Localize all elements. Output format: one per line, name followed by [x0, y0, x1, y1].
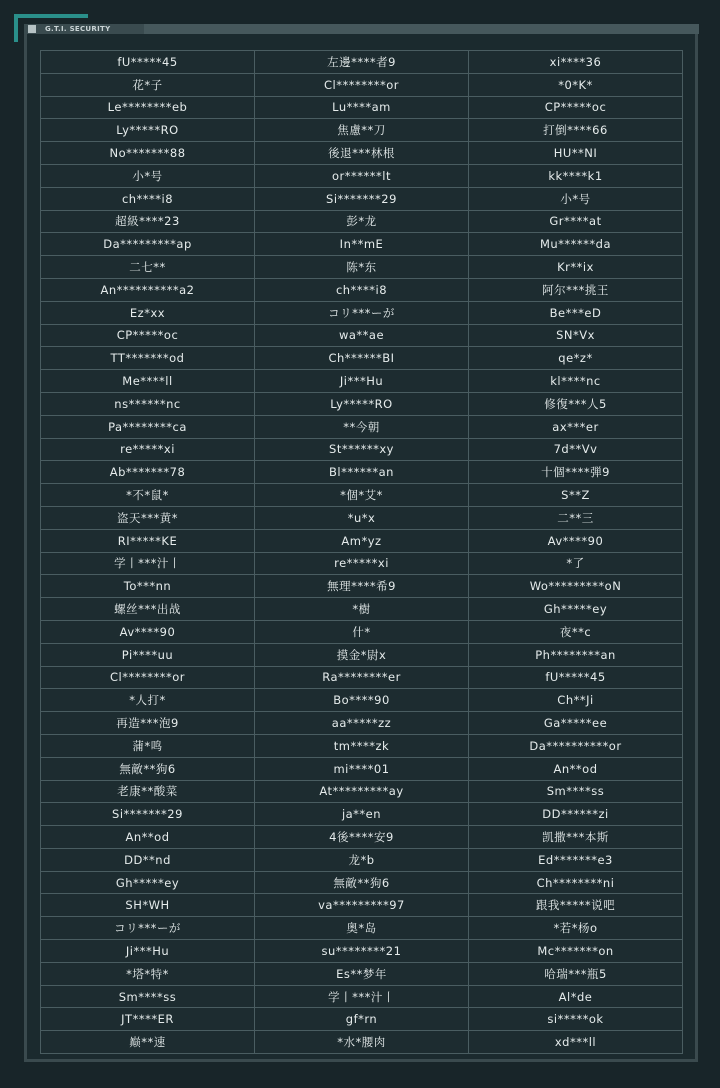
table-row	[41, 392, 683, 415]
name-cell: Da*********ap	[41, 233, 255, 256]
table-row	[41, 51, 683, 74]
name-cell: 再造***泡9	[41, 712, 255, 735]
table-row	[41, 347, 683, 370]
name-cell: aa*****zz	[255, 712, 469, 735]
name-cell: Mc*******on	[469, 940, 683, 963]
name-cell: *0*K*	[469, 73, 683, 96]
name-cell: Cl********or	[41, 666, 255, 689]
name-cell: 奥*岛	[255, 917, 469, 940]
table-row	[41, 712, 683, 735]
name-cell: 4後****安9	[255, 826, 469, 849]
table-row	[41, 734, 683, 757]
name-cell: 焦慮**刀	[255, 119, 469, 142]
name-cell: ja**en	[255, 803, 469, 826]
name-cell: 盗天***黄*	[41, 506, 255, 529]
table-row	[41, 803, 683, 826]
table-row	[41, 438, 683, 461]
name-cell: 打倒****66	[469, 119, 683, 142]
name-cell: CP*****oc	[469, 96, 683, 119]
table-row	[41, 757, 683, 780]
name-cell: Ab*******78	[41, 461, 255, 484]
name-cell: Da**********or	[469, 734, 683, 757]
name-cell: No*******88	[41, 142, 255, 165]
name-cell: コリ***ーが	[255, 301, 469, 324]
table-row	[41, 643, 683, 666]
table-row	[41, 96, 683, 119]
name-cell: Si*******29	[41, 803, 255, 826]
name-cell: 凯撒***本斯	[469, 826, 683, 849]
table-row	[41, 826, 683, 849]
name-cell: Gr****at	[469, 210, 683, 233]
name-cell: Gh*****ey	[41, 871, 255, 894]
name-cell: 無理****希9	[255, 575, 469, 598]
name-cell: Al*de	[469, 985, 683, 1008]
name-cell: Si*******29	[255, 187, 469, 210]
name-cell: 哈瑞***瓶5	[469, 962, 683, 985]
name-cell: 摸金*尉x	[255, 643, 469, 666]
name-cell: va*********97	[255, 894, 469, 917]
name-cell: Cl********or	[255, 73, 469, 96]
table-row	[41, 484, 683, 507]
name-cell: 無敵**狗6	[41, 757, 255, 780]
table-row	[41, 780, 683, 803]
name-cell: 螺丝***出战	[41, 598, 255, 621]
name-cell: 彭*龙	[255, 210, 469, 233]
name-cell: Bl******an	[255, 461, 469, 484]
name-cell: 什*	[255, 620, 469, 643]
table-row	[41, 689, 683, 712]
name-cell: *水*腰肉	[255, 1031, 469, 1054]
name-cell: 蒲*鸣	[41, 734, 255, 757]
name-cell: Sm****ss	[41, 985, 255, 1008]
name-cell: Ch**Ji	[469, 689, 683, 712]
name-cell: Wo*********oN	[469, 575, 683, 598]
table-row	[41, 666, 683, 689]
name-cell: su********21	[255, 940, 469, 963]
table-row	[41, 962, 683, 985]
table-row	[41, 598, 683, 621]
name-cell: Mu******da	[469, 233, 683, 256]
name-cell: Ez*xx	[41, 301, 255, 324]
name-cell: *u*x	[255, 506, 469, 529]
name-cell: SN*Vx	[469, 324, 683, 347]
name-cell: Es**梦年	[255, 962, 469, 985]
name-cell: 無敵**狗6	[255, 871, 469, 894]
table-row	[41, 529, 683, 552]
name-cell: 十個****弾9	[469, 461, 683, 484]
name-cell: 花*子	[41, 73, 255, 96]
name-cell: Ji***Hu	[41, 940, 255, 963]
name-cell: In**mE	[255, 233, 469, 256]
table-row	[41, 415, 683, 438]
table-row	[41, 1031, 683, 1054]
name-cell: ax***er	[469, 415, 683, 438]
name-cell: Ra********er	[255, 666, 469, 689]
name-cell: DD******zi	[469, 803, 683, 826]
name-cell: Av****90	[469, 529, 683, 552]
name-cell: 阿尔***挑王	[469, 278, 683, 301]
table-row	[41, 142, 683, 165]
name-cell: 巅**速	[41, 1031, 255, 1054]
name-cell: si*****ok	[469, 1008, 683, 1031]
name-cell: *個*艾*	[255, 484, 469, 507]
name-cell: St******xy	[255, 438, 469, 461]
table-row	[41, 461, 683, 484]
name-cell: HU**NI	[469, 142, 683, 165]
name-cell: kl****nc	[469, 370, 683, 393]
table-row	[41, 73, 683, 96]
name-cell: fU*****45	[41, 51, 255, 74]
name-cell: xd***ll	[469, 1031, 683, 1054]
title-square-icon	[28, 25, 36, 33]
name-cell: To***nn	[41, 575, 255, 598]
name-cell: 学丨***汁丨	[41, 552, 255, 575]
name-cell: wa**ae	[255, 324, 469, 347]
name-cell: An**od	[469, 757, 683, 780]
name-cell: or******lt	[255, 164, 469, 187]
table-row	[41, 301, 683, 324]
table-row	[41, 917, 683, 940]
name-cell: Ji***Hu	[255, 370, 469, 393]
name-cell: *人打*	[41, 689, 255, 712]
table-row	[41, 1008, 683, 1031]
name-cell: Av****90	[41, 620, 255, 643]
name-cell: コリ***ーが	[41, 917, 255, 940]
name-cell: Ch******BI	[255, 347, 469, 370]
name-cell: JT****ER	[41, 1008, 255, 1031]
table-row	[41, 256, 683, 279]
name-cell: 龙*b	[255, 848, 469, 871]
table-row	[41, 871, 683, 894]
name-cell: ns******nc	[41, 392, 255, 415]
table-row	[41, 324, 683, 347]
names-table	[40, 50, 683, 1054]
name-cell: xi****36	[469, 51, 683, 74]
name-cell: Ly*****RO	[41, 119, 255, 142]
name-cell: tm****zk	[255, 734, 469, 757]
name-cell: 老康**酸菜	[41, 780, 255, 803]
name-cell: Ch********ni	[469, 871, 683, 894]
name-cell: re*****xi	[41, 438, 255, 461]
names-table-body	[41, 51, 683, 1054]
name-cell: 二**三	[469, 506, 683, 529]
name-cell: 左邊****者9	[255, 51, 469, 74]
table-row	[41, 575, 683, 598]
table-row	[41, 894, 683, 917]
name-cell: Me****ll	[41, 370, 255, 393]
table-row	[41, 620, 683, 643]
table-row	[41, 940, 683, 963]
name-cell: Pa********ca	[41, 415, 255, 438]
name-cell: 陈*东	[255, 256, 469, 279]
table-row	[41, 119, 683, 142]
name-cell: 後退***林根	[255, 142, 469, 165]
name-cell: Be***eD	[469, 301, 683, 324]
name-cell: TT*******od	[41, 347, 255, 370]
name-cell: *塔*特*	[41, 962, 255, 985]
table-row	[41, 278, 683, 301]
name-cell: An**********a2	[41, 278, 255, 301]
name-cell: re*****xi	[255, 552, 469, 575]
table-row	[41, 848, 683, 871]
name-cell: Ga*****ee	[469, 712, 683, 735]
table-row	[41, 552, 683, 575]
name-cell: Lu****am	[255, 96, 469, 119]
name-cell: S**Z	[469, 484, 683, 507]
table-row	[41, 370, 683, 393]
name-cell: 7d**Vv	[469, 438, 683, 461]
name-cell: CP*****oc	[41, 324, 255, 347]
name-cell: Le********eb	[41, 96, 255, 119]
name-cell: 二七**	[41, 256, 255, 279]
name-cell: 修復***人5	[469, 392, 683, 415]
name-cell: 小*号	[469, 187, 683, 210]
name-cell: Ph********an	[469, 643, 683, 666]
name-cell: ch****i8	[255, 278, 469, 301]
name-cell: 小*号	[41, 164, 255, 187]
name-cell: Ly*****RO	[255, 392, 469, 415]
window-title: G.T.I. SECURITY	[45, 25, 111, 33]
name-cell: 夜**c	[469, 620, 683, 643]
name-cell: gf*rn	[255, 1008, 469, 1031]
table-row	[41, 506, 683, 529]
name-cell: fU*****45	[469, 666, 683, 689]
name-cell: Pi****uu	[41, 643, 255, 666]
name-cell: Ed*******e3	[469, 848, 683, 871]
name-cell: 学丨***汁丨	[255, 985, 469, 1008]
name-cell: Kr**ix	[469, 256, 683, 279]
name-cell: An**od	[41, 826, 255, 849]
name-cell: 超級****23	[41, 210, 255, 233]
name-cell: RI*****KE	[41, 529, 255, 552]
name-cell: Bo****90	[255, 689, 469, 712]
name-cell: 跟我*****说吧	[469, 894, 683, 917]
name-cell: Gh*****ey	[469, 598, 683, 621]
name-cell: mi****01	[255, 757, 469, 780]
name-cell: SH*WH	[41, 894, 255, 917]
name-cell: DD**nd	[41, 848, 255, 871]
name-cell: Am*yz	[255, 529, 469, 552]
table-row	[41, 233, 683, 256]
name-cell: ch****i8	[41, 187, 255, 210]
name-cell: At*********ay	[255, 780, 469, 803]
table-row	[41, 164, 683, 187]
table-row	[41, 985, 683, 1008]
name-cell: Sm****ss	[469, 780, 683, 803]
table-row	[41, 187, 683, 210]
name-cell: qe*z*	[469, 347, 683, 370]
name-cell: *不*鼠*	[41, 484, 255, 507]
name-cell: **今朝	[255, 415, 469, 438]
table-row	[41, 210, 683, 233]
name-cell: *了	[469, 552, 683, 575]
name-cell: *若*杨o	[469, 917, 683, 940]
name-cell: kk****k1	[469, 164, 683, 187]
name-cell: *樹	[255, 598, 469, 621]
